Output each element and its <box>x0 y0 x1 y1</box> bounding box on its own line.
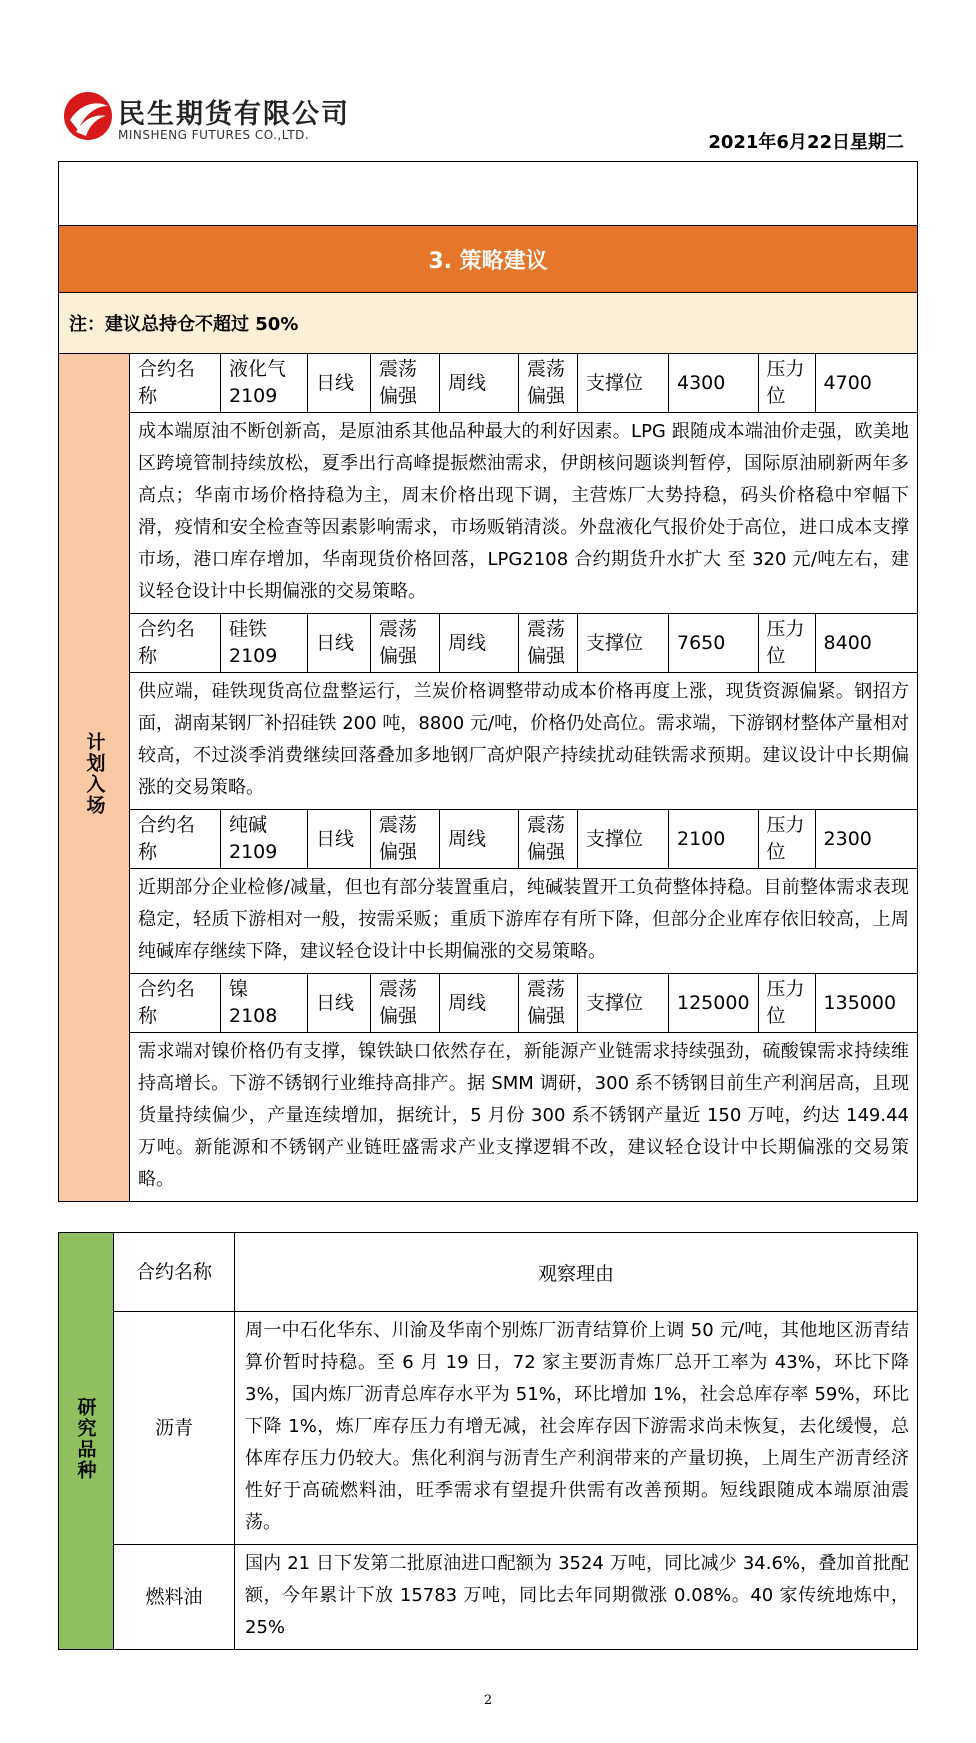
pressure-label: 压力位 <box>758 614 815 673</box>
blank-row <box>59 162 918 226</box>
research-table <box>58 1232 918 1650</box>
observation-reason-header: 观察理由 <box>235 1233 918 1312</box>
contract-label: 合约名称 <box>130 974 221 1033</box>
contract-header-row <box>59 354 918 413</box>
research-label: 研究品种 <box>59 1233 114 1650</box>
daily-trend: 震荡偏强 <box>371 614 440 673</box>
contract-analysis: 需求端对镍价格仍有支撑，镍铁缺口依然存在，新能源产业链需求持续强劲，硫酸镍需求持续维持高增长。下游不锈钢行业维持高排产。据 SMM 调研，300 系不锈钢目前生产利润居高，且现货量持续偏少，产量连续增加，据统计，5 月份 300 系不锈钢产量近 150 万吨，约达 149.44 万吨。新能源和不锈钢产业链旺盛需求产业支撑逻辑不改，建议轻仓设计中长期偏涨的交易策略。 <box>130 1033 918 1202</box>
pressure-value: 135000 <box>815 974 917 1033</box>
support-label: 支撑位 <box>578 614 669 673</box>
contract-name: 硅铁 2109 <box>221 614 308 673</box>
daily-trend: 震荡偏强 <box>371 974 440 1033</box>
pressure-label: 压力位 <box>758 810 815 869</box>
plan-entry-label: 计划入场 <box>59 354 130 1202</box>
page-number: 2 <box>483 1693 493 1708</box>
research-row <box>59 1545 918 1650</box>
contract-header-row <box>59 614 918 673</box>
support-label: 支撑位 <box>578 974 669 1033</box>
contract-label: 合约名称 <box>130 354 221 413</box>
contract-text-row <box>59 413 918 614</box>
contract-text-row <box>59 869 918 974</box>
daily-label: 日线 <box>308 810 371 869</box>
support-value: 125000 <box>669 974 759 1033</box>
strategy-table <box>58 161 918 1202</box>
weekly-label: 周线 <box>440 810 519 869</box>
weekly-label: 周线 <box>440 614 519 673</box>
pressure-value: 8400 <box>815 614 917 673</box>
research-item-text: 周一中石化华东、川渝及华南个别炼厂沥青结算价上调 50 元/吨，其他地区沥青结算价暂时持稳。至 6 月 19 日，72 家主要沥青炼厂总开工率为 43%，环比下降 3%，国内炼厂沥青总库存水平为 51%，环比增加 1%，社会总库存率 59%，环比下降 1%，炼厂库存压力有增无减，社会库存因下游需求尚未恢复，去化缓慢，总体库存压力仍较大。焦化利润与沥青生产利润带来的产量切换，上周生产沥青经济性好于高硫燃料油，旺季需求有望提升供需有改善预期。短线跟随成本端原油震荡。 <box>235 1312 918 1545</box>
daily-label: 日线 <box>308 974 371 1033</box>
contract-analysis: 成本端原油不断创新高，是原油系其他品种最大的利好因素。LPG 跟随成本端油价走强，欧美地区跨境管制持续放松，夏季出行高峰提振燃油需求，伊朗核问题谈判暂停，国际原油刷新两年多高点；华南市场价格持稳为主，周末价格出现下调，主营炼厂大势持稳，码头价格稳中窄幅下滑，疫情和安全检查等因素影响需求，市场贩销清淡。外盘液化气报价处于高位，进口成本支撑市场，港口库存增加，华南现货价格回落，LPG2108 合约期货升水扩大 至 320 元/吨左右，建议轻仓设计中长期偏涨的交易策略。 <box>130 413 918 614</box>
contract-text-row <box>59 1033 918 1202</box>
daily-label: 日线 <box>308 614 371 673</box>
weekly-label: 周线 <box>440 354 519 413</box>
research-item-text: 国内 21 日下发第二批原油进口配额为 3524 万吨，同比减少 34.6%，叠加首批配额，今年累计下放 15783 万吨，同比去年同期微涨 0.08%。40 家传统地炼中，25% <box>235 1545 918 1650</box>
research-row <box>59 1312 918 1545</box>
research-item-name: 沥青 <box>114 1312 235 1545</box>
support-value: 7650 <box>669 614 759 673</box>
contract-analysis: 近期部分企业检修/减量，但也有部分装置重启，纯碱装置开工负荷整体持稳。目前整体需求表现稳定，轻质下游相对一般，按需采贩；重质下游库存有所下降，但部分企业库存依旧较高，上周纯碱库存继续下降，建议轻仓设计中长期偏涨的交易策略。 <box>130 869 918 974</box>
weekly-label: 周线 <box>440 974 519 1033</box>
support-value: 4300 <box>669 354 759 413</box>
note-row <box>59 293 918 354</box>
contract-name: 液化气 2109 <box>221 354 308 413</box>
daily-label: 日线 <box>308 354 371 413</box>
contract-name: 纯碱 2109 <box>221 810 308 869</box>
weekly-trend: 震荡偏强 <box>519 810 578 869</box>
contract-name: 镍 2108 <box>221 974 308 1033</box>
section-title-row <box>59 226 918 293</box>
pressure-label: 压力位 <box>758 354 815 413</box>
company-name-cn: 民生期货有限公司 <box>118 99 350 130</box>
company-name-en: MINSHENG FUTURES CO.,LTD. <box>118 128 310 142</box>
daily-trend: 震荡偏强 <box>371 810 440 869</box>
pressure-value: 4700 <box>815 354 917 413</box>
minsheng-logo-icon <box>62 90 114 142</box>
research-item-name: 燃料油 <box>114 1545 235 1650</box>
support-label: 支撑位 <box>578 810 669 869</box>
weekly-trend: 震荡偏强 <box>519 354 578 413</box>
weekly-trend: 震荡偏强 <box>519 614 578 673</box>
contract-header-row <box>59 974 918 1033</box>
support-value: 2100 <box>669 810 759 869</box>
company-logo <box>62 88 362 148</box>
contract-label: 合约名称 <box>130 614 221 673</box>
daily-trend: 震荡偏强 <box>371 354 440 413</box>
contract-label: 合约名称 <box>130 810 221 869</box>
contract-analysis: 供应端，硅铁现货高位盘整运行，兰炭价格调整带动成本价格再度上涨，现货资源偏紧。钢招方面，湖南某钢厂补招硅铁 200 吨，8800 元/吨，价格仍处高位。需求端，下游钢材整体产量相对较高，不过淡季消费继续回落叠加多地钢厂高炉限产持续扰动硅铁需求预期。建议设计中长期偏涨的交易策略。 <box>130 673 918 810</box>
section-title: 3. 策略建议 <box>59 226 918 293</box>
pressure-label: 压力位 <box>758 974 815 1033</box>
research-header-row <box>59 1233 918 1312</box>
weekly-trend: 震荡偏强 <box>519 974 578 1033</box>
pressure-value: 2300 <box>815 810 917 869</box>
position-note: 注：建议总持仓不超过 50% <box>59 293 918 354</box>
contract-header-row <box>59 810 918 869</box>
contract-text-row <box>59 673 918 810</box>
contract-name-header: 合约名称 <box>114 1233 235 1312</box>
support-label: 支撑位 <box>578 354 669 413</box>
report-date: 2021年6月22日星期二 <box>708 132 904 153</box>
